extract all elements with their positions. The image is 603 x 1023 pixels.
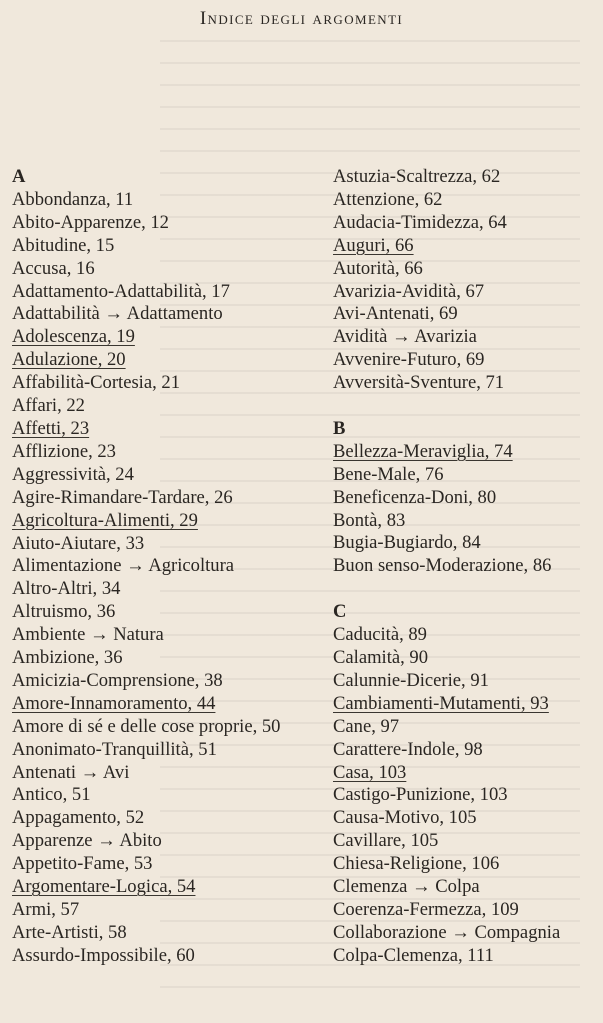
index-entry: Affetti, 23 [12, 417, 90, 439]
index-entry: Aggressività, 24 [12, 463, 134, 485]
index-entry: Amore di sé e delle cose proprie, 50 [12, 715, 281, 737]
index-entry: Agricoltura-Alimenti, 29 [12, 509, 198, 531]
index-entry: Ambizione, 36 [12, 647, 123, 669]
index-entry: Affari, 22 [12, 395, 85, 417]
index-entry: Ambiente → Natura [12, 624, 164, 646]
index-entry: Avidità → Avarizia [333, 326, 477, 348]
index-entry: Avvenire-Futuro, 69 [333, 349, 485, 371]
index-entry: Audacia-Timidezza, 64 [333, 211, 507, 233]
index-entry: Avi-Antenati, 69 [333, 303, 458, 325]
index-entry: Colpa-Clemenza, 111 [333, 944, 494, 966]
section-letter: C [333, 601, 347, 623]
index-entry: Beneficenza-Doni, 80 [333, 486, 497, 508]
section-spacer [333, 578, 603, 601]
index-entry: Armi, 57 [12, 899, 80, 920]
index-entry: Affabilità-Cortesia, 21 [12, 372, 180, 394]
index-entry: Clemenza → Colpa [333, 876, 480, 898]
index-entry: Bene-Male, 76 [333, 463, 444, 485]
index-entry: Cambiamenti-Mutamenti, 93 [333, 692, 549, 714]
index-entry: Calunnie-Dicerie, 91 [333, 669, 489, 691]
index-entry: Cane, 97 [333, 715, 400, 737]
index-entry: Adattabilità → Adattamento [12, 303, 223, 325]
index-entry: Casa, 103 [333, 761, 407, 783]
index-entry: Afflizione, 23 [12, 440, 116, 462]
index-entry: Assurdo-Impossibile, 60 [12, 944, 195, 966]
index-entry: Argomentare-Logica, 54 [12, 876, 196, 898]
index-entry: Chiesa-Religione, 106 [333, 853, 500, 875]
index-entry: Autorità, 66 [333, 257, 423, 279]
page-title: Indice degli argomenti [199, 8, 404, 29]
section-spacer [333, 395, 603, 418]
index-entry: Appagamento, 52 [12, 807, 145, 829]
index-entry: Attenzione, 62 [333, 188, 443, 210]
index-entry: Avversità-Sventure, 71 [333, 372, 505, 394]
index-entry: Antenati → Avi [12, 761, 130, 783]
index-entry: Antico, 51 [12, 784, 91, 806]
index-entry: Amicizia-Comprensione, 38 [12, 669, 223, 691]
index-entry: Aiuto-Aiutare, 33 [12, 532, 145, 554]
index-entry: Arte-Artisti, 58 [12, 921, 127, 943]
section-letter: B [333, 417, 346, 439]
index-entry: Appetito-Fame, 53 [12, 853, 153, 875]
index-entry: Alimentazione → Agricoltura [12, 555, 235, 577]
index-entry: Bontà, 83 [333, 509, 406, 531]
index-entry: Causa-Motivo, 105 [333, 807, 477, 829]
index-entry: Cavillare, 105 [333, 830, 439, 852]
index-entry: Astuzia-Scaltrezza, 62 [333, 166, 501, 187]
index-entry: Anonimato-Tranquillità, 51 [12, 738, 217, 760]
index-entry: Adattamento-Adattabilità, 17 [12, 280, 230, 302]
index-entry: Coerenza-Fermezza, 109 [333, 898, 519, 920]
index-entry: Auguri, 66 [333, 234, 414, 256]
index-entry: Bellezza-Meraviglia, 74 [333, 440, 513, 462]
index-entry: Altro-Altri, 34 [12, 578, 121, 600]
index-entry: Abito-Apparenze, 12 [12, 211, 169, 233]
index-entry: Agire-Rimandare-Tardare, 26 [12, 486, 233, 508]
index-entry: Buon senso-Moderazione, 86 [333, 555, 552, 577]
index-entry: Amore-Innamoramento, 44 [12, 692, 216, 714]
index-entry: Abitudine, 15 [12, 234, 115, 256]
index-entry: Abbondanza, 11 [12, 188, 134, 210]
index-entry: Collaborazione → Compagnia [333, 921, 561, 943]
index-entry: Altruismo, 36 [12, 601, 116, 623]
index-entry: Apparenze → Abito [12, 830, 162, 852]
index-entry: Calamità, 90 [333, 647, 429, 668]
index-entry: Adulazione, 20 [12, 349, 126, 371]
index-entry: Castigo-Punizione, 103 [333, 784, 508, 806]
section-letter: A [12, 166, 26, 187]
index-column-left [12, 166, 312, 968]
index-entry: Bugia-Bugiardo, 84 [333, 532, 481, 554]
index-entry: Carattere-Indole, 98 [333, 738, 483, 760]
index-entry: Accusa, 16 [12, 257, 95, 279]
index-entry: Avarizia-Avidità, 67 [333, 280, 485, 302]
index-entry: Adolescenza, 19 [12, 326, 135, 348]
index-entry: Caducità, 89 [333, 624, 427, 646]
index-column-right [333, 166, 603, 968]
